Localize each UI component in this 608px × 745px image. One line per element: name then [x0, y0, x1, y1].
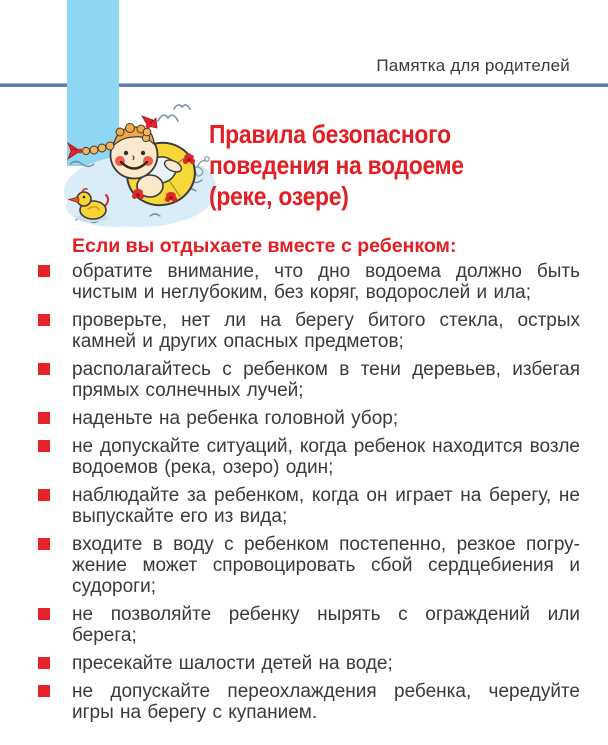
list-item-text: входите в воду с ребенком постепенно, резкое погружение может спровоцировать сбой сердцебиения и судороги;	[72, 534, 580, 597]
seagull-icon	[174, 105, 190, 109]
list-item-text: наденьте на ребенка головной убор;	[72, 408, 399, 429]
content-area	[38, 236, 580, 730]
title-line: поведения на водоеме	[209, 150, 464, 180]
list-item	[38, 653, 580, 674]
safety-rules-list	[38, 261, 580, 723]
list-item	[38, 436, 580, 478]
title-line: (реке, озере)	[209, 181, 349, 211]
bullet-marker	[38, 657, 50, 669]
list-item	[38, 261, 580, 303]
list-item-text: располагайтесь с ребенком в тени деревьев, избегая прямых солнечных лучей;	[72, 359, 580, 401]
seagull-icon	[158, 115, 178, 121]
pigtail-right	[142, 128, 150, 141]
bullet-marker	[38, 608, 50, 620]
list-item-text: проверьте, нет ли на берегу битого стекла, острых камней и других опасных предметов;	[72, 310, 580, 352]
list-item	[38, 534, 580, 597]
list-item	[38, 310, 580, 352]
bullet-marker	[38, 538, 50, 550]
list-item-text: пресекайте шалости детей на воде;	[72, 653, 393, 674]
list-item	[38, 408, 580, 429]
bullet-marker	[38, 363, 50, 375]
bullet-marker	[38, 265, 50, 277]
bullet-marker	[38, 412, 50, 424]
list-intro: Если вы отдыхаете вместе с ребенком:	[72, 235, 457, 257]
list-item	[38, 359, 580, 401]
baby-eye-right	[141, 151, 145, 155]
hair-bow-left	[68, 143, 82, 159]
baby-swimming-illustration	[58, 96, 222, 232]
page-title	[209, 119, 499, 212]
list-item-text: наблюдайте за ребенком, когда он играет на берегу, не выпускайте его из вида;	[72, 485, 580, 527]
bullet-marker	[38, 314, 50, 326]
title-line: Правила безопасного	[209, 119, 451, 149]
list-item-text: не позволяйте ребенку нырять с ограждений или берега;	[72, 604, 580, 646]
list-item	[38, 604, 580, 646]
pigtail-left	[82, 142, 114, 155]
bullet-marker	[38, 685, 50, 697]
bullet-marker	[38, 440, 50, 452]
list-item	[38, 485, 580, 527]
header-label: Памятка для родителей	[376, 56, 570, 75]
list-item-text: не допускайте ситуаций, когда ребенок находится возле водоемов (река, озеро) один;	[72, 436, 580, 478]
list-item-text: не допускайте переохлаждения ребенка, чередуйте игры на берегу с купанием.	[72, 681, 580, 723]
bullet-marker	[38, 489, 50, 501]
list-item-text: обратите внимание, что дно водоема должно быть чистым и неглубоким, без коряг, водорослей и ила;	[72, 261, 580, 303]
list-item	[38, 681, 580, 723]
baby-eye-left	[124, 151, 128, 155]
